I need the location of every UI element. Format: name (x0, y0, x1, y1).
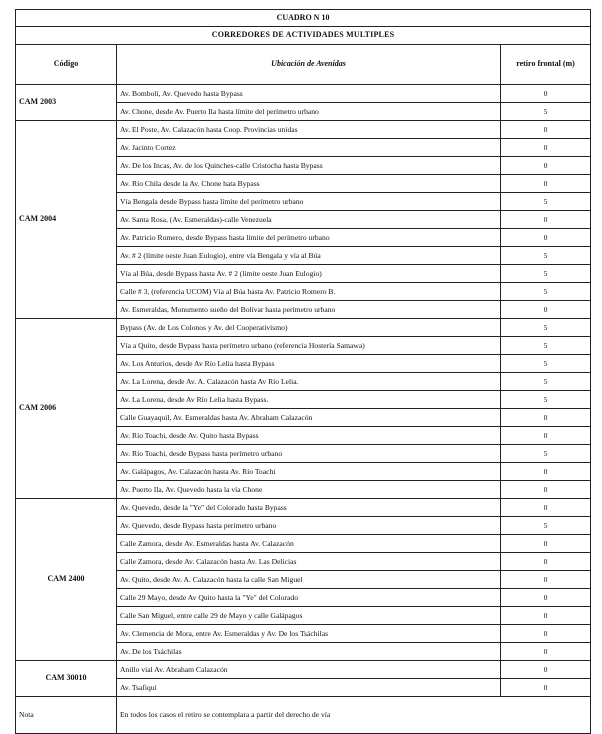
avenue-location-cell: Av. Río Toachi, desde Bypass hasta perímetro urbano (117, 445, 501, 463)
setback-value-cell: 5 (501, 355, 591, 373)
setback-value-cell: 5 (501, 391, 591, 409)
note-label: Nota (16, 697, 117, 734)
avenue-location-cell: Av. Los Anturios, desde Av Río Lelia hasta Bypass (117, 355, 501, 373)
avenue-location-cell: Av. # 2 (límite oeste Juan Eulogio), entre vía Bengala y vía al Búa (117, 247, 501, 265)
avenue-location-cell: Av. Santa Rosa, (Av. Esmeraldas)-calle Venezuela (117, 211, 501, 229)
corridor-code-cell: CAM 2003 (16, 85, 117, 121)
setback-value-cell: 0 (501, 409, 591, 427)
table-subtitle: CORREDORES DE ACTIVIDADES MULTIPLES (16, 27, 591, 45)
avenue-location-cell: Av. Quevedo, desde Bypass hasta perímetro urbano (117, 517, 501, 535)
avenue-location-cell: Av. De los Tsáchilas (117, 643, 501, 661)
avenue-location-cell: Anillo vial Av. Abraham Calazacón (117, 661, 501, 679)
setback-value-cell: 0 (501, 589, 591, 607)
corridor-code-cell: CAM 2400 (16, 499, 117, 661)
avenue-location-cell: Calle San Miguel, entre calle 29 de Mayo y calle Galápagos (117, 607, 501, 625)
setback-value-cell: 0 (501, 607, 591, 625)
setback-value-cell: 0 (501, 211, 591, 229)
corridor-code-cell: CAM 30010 (16, 661, 117, 697)
setback-value-cell: 5 (501, 283, 591, 301)
setback-value-cell: 0 (501, 679, 591, 697)
avenue-location-cell: Av. De los Incas, Av. de los Quinches-calle Cristocha hasta Bypass (117, 157, 501, 175)
setback-value-cell: 5 (501, 193, 591, 211)
avenue-location-cell: Av. Quito, desde Av. A. Calazacón hasta la calle San Miguel (117, 571, 501, 589)
avenue-location-cell: Av. Bombolí, Av. Quevedo hasta Bypass (117, 85, 501, 103)
setback-value-cell: 5 (501, 319, 591, 337)
setback-value-cell: 0 (501, 229, 591, 247)
setback-value-cell: 0 (501, 571, 591, 589)
setback-value-cell: 0 (501, 157, 591, 175)
avenue-location-cell: Calle Zamora, desde Av. Calazacón hasta Av. Las Delicias (117, 553, 501, 571)
table-row (16, 319, 591, 337)
avenue-location-cell: Bypass (Av. de Los Colonos y Av. del Cooperativismo) (117, 319, 501, 337)
setback-value-cell: 0 (501, 625, 591, 643)
avenue-location-cell: Av. Puerto Ila, Av. Quevedo hasta la vía Chone (117, 481, 501, 499)
setback-value-cell: 0 (501, 481, 591, 499)
avenue-location-cell: Av. Jacinto Cortez (117, 139, 501, 157)
avenue-location-cell: Av. Río Toachi, desde Av. Quito hasta Bypass (117, 427, 501, 445)
avenue-location-cell: Av. Galápagos, Av. Calazacón hasta Av. Río Toachi (117, 463, 501, 481)
setback-value-cell: 0 (501, 121, 591, 139)
column-header-row (16, 45, 591, 85)
avenue-location-cell: Av. Patricio Romero, desde Bypass hasta límite del perímetro urbano (117, 229, 501, 247)
avenue-location-cell: Calle 29 Mayo, desde Av Quito hasta la "Ye" del Colorado (117, 589, 501, 607)
table-body (16, 85, 591, 697)
table-subtitle-row (16, 27, 591, 45)
setback-value-cell: 5 (501, 337, 591, 355)
avenue-location-cell: Av. Clemencia de Mora, entre Av. Esmeraldas y Av. De los Tsáchilas (117, 625, 501, 643)
table-row (16, 661, 591, 679)
setback-value-cell: 0 (501, 643, 591, 661)
setback-value-cell: 5 (501, 517, 591, 535)
setback-value-cell: 5 (501, 445, 591, 463)
table-title: CUADRO N 10 (16, 10, 591, 27)
setback-value-cell: 0 (501, 85, 591, 103)
avenue-location-cell: Vía a Quito, desde Bypass hasta perímetro urbano (referencia Hostería Samawa) (117, 337, 501, 355)
note-text: En todos los casos el retiro se contemplara a partir del derecho de vía (117, 697, 591, 734)
table-row (16, 85, 591, 103)
table-row (16, 121, 591, 139)
setback-value-cell: 0 (501, 535, 591, 553)
setback-value-cell: 0 (501, 499, 591, 517)
avenue-location-cell: Vía Bengala desde Bypass hasta límite del perímetro urbano (117, 193, 501, 211)
avenue-location-cell: Av. Quevedo, desde la "Ye" del Colorado hasta Bypass (117, 499, 501, 517)
avenue-location-cell: Calle Zamora, desde Av. Esmeraldas hasta Av. Calazacón (117, 535, 501, 553)
avenue-location-cell: Av. Esmeraldas, Monumento sueño del Bolívar hasta perímetro urbano (117, 301, 501, 319)
avenue-location-cell: Av. Chone, desde Av. Puerto Ila hasta límite del perímetro urbano (117, 103, 501, 121)
avenue-location-cell: Av. Río Chila desde la Av. Chone hata Bypass (117, 175, 501, 193)
multiple-activity-corridors-table (15, 9, 591, 734)
setback-value-cell: 0 (501, 139, 591, 157)
corridor-code-cell: CAM 2006 (16, 319, 117, 499)
avenue-location-cell: Av. La Lorena, desde Av. A. Calazacón hasta Av Río Lelia. (117, 373, 501, 391)
avenue-location-cell: Calle Guayaquil, Av. Esmeraldas hasta Av. Abraham Calazacón (117, 409, 501, 427)
setback-value-cell: 0 (501, 427, 591, 445)
setback-value-cell: 0 (501, 661, 591, 679)
setback-value-cell: 0 (501, 301, 591, 319)
setback-value-cell: 0 (501, 463, 591, 481)
avenue-location-cell: Calle # 3, (referencia UCOM) Vía al Búa hasta Av. Patricio Romero B. (117, 283, 501, 301)
table-title-row (16, 10, 591, 27)
setback-value-cell: 5 (501, 265, 591, 283)
setback-value-cell: 5 (501, 247, 591, 265)
setback-value-cell: 0 (501, 553, 591, 571)
code-column-header: Código (16, 45, 117, 85)
table-row (16, 499, 591, 517)
avenue-location-cell: Vía al Búa, desde Bypass hasta Av. # 2 (límite oeste Juan Eulogio) (117, 265, 501, 283)
corridor-code-cell: CAM 2004 (16, 121, 117, 319)
setback-column-header: retiro frontal (m) (501, 45, 591, 85)
location-column-header: Ubicación de Avenidas (117, 45, 501, 85)
avenue-location-cell: Av. La Lorena, desde Av Río Lelia hasta Bypass. (117, 391, 501, 409)
setback-value-cell: 0 (501, 175, 591, 193)
note-row (16, 697, 591, 734)
setback-value-cell: 5 (501, 103, 591, 121)
avenue-location-cell: Av. El Poste, Av. Calazacón hasta Coop. Provincias unidas (117, 121, 501, 139)
avenue-location-cell: Av. Tsafiquí (117, 679, 501, 697)
setback-value-cell: 5 (501, 373, 591, 391)
